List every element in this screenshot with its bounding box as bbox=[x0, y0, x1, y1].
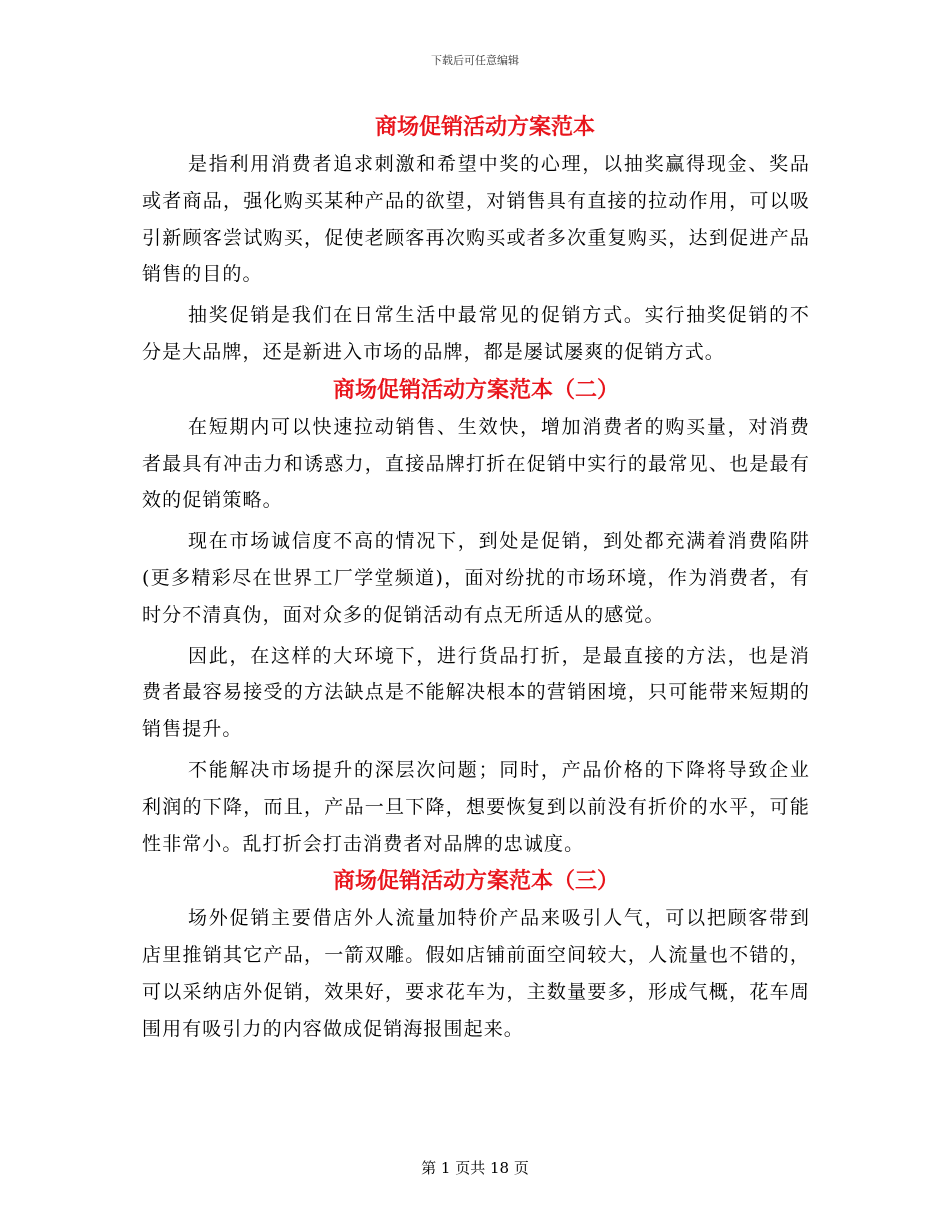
paragraph: 现在市场诚信度不高的情况下，到处是促销，到处都充满着消费陷阱(更多精彩尽在世界工厂学堂频道)，面对纷扰的市场环境，作为消费者，有时分不清真伪，面对众多的促销活动有点无所适从的感觉。 bbox=[142, 530, 810, 626]
section-title: 商场促销活动方案范本（二） bbox=[332, 377, 619, 403]
page-header: 下载后可任意编辑 bbox=[431, 54, 519, 67]
paragraph: 场外促销主要借店外人流量加特价产品来吸引人气，可以把顾客带到店里推销其它产品，一箭双雕。假如店铺前面空间较大，人流量也不错的，可以采纳店外促销，效果好，要求花车为，主数量要多，形成气概，花车周围用有吸引力的内容做成促销海报围起来。 bbox=[142, 907, 810, 1040]
section-title: 商场促销活动方案范本（三） bbox=[332, 869, 619, 895]
paragraph: 不能解决市场提升的深层次问题；同时，产品价格的下降将导致企业利润的下降，而且，产品一旦下降，想要恢复到以前没有折价的水平，可能性非常小。乱打折会打击消费者对品牌的忠诚度。 bbox=[142, 758, 810, 855]
section-1 bbox=[142, 112, 810, 371]
page-footer: 第 1 页共 18 页 bbox=[421, 1159, 529, 1177]
paragraph: 因此，在这样的大环境下，进行货品打折，是最直接的方法，也是消费者最容易接受的方法缺点是不能解决根本的营销困境，只可能带来短期的销售提升。 bbox=[142, 644, 810, 741]
paragraph: 在短期内可以快速拉动销售、生效快，增加消费者的购买量，对消费者最具有冲击力和诱惑力，直接品牌打折在促销中实行的最常见、也是最有效的促销策略。 bbox=[142, 415, 810, 512]
paragraph: 是指利用消费者追求刺激和希望中奖的心理，以抽奖赢得现金、奖品或者商品，强化购买某种产品的欲望，对销售具有直接的拉动作用，可以吸引新顾客尝试购买，促使老顾客再次购买或者多次重复购买，达到促进产品销售的目的。 bbox=[142, 153, 810, 286]
section-2 bbox=[142, 375, 810, 863]
section-3 bbox=[142, 866, 810, 1047]
document-body bbox=[142, 112, 810, 1052]
section-title: 商场促销活动方案范本 bbox=[374, 115, 595, 140]
paragraph: 抽奖促销是我们在日常生活中最常见的促销方式。实行抽奖促销的不分是大品牌，还是新进入市场的品牌，都是屡试屡爽的促销方式。 bbox=[142, 304, 810, 363]
